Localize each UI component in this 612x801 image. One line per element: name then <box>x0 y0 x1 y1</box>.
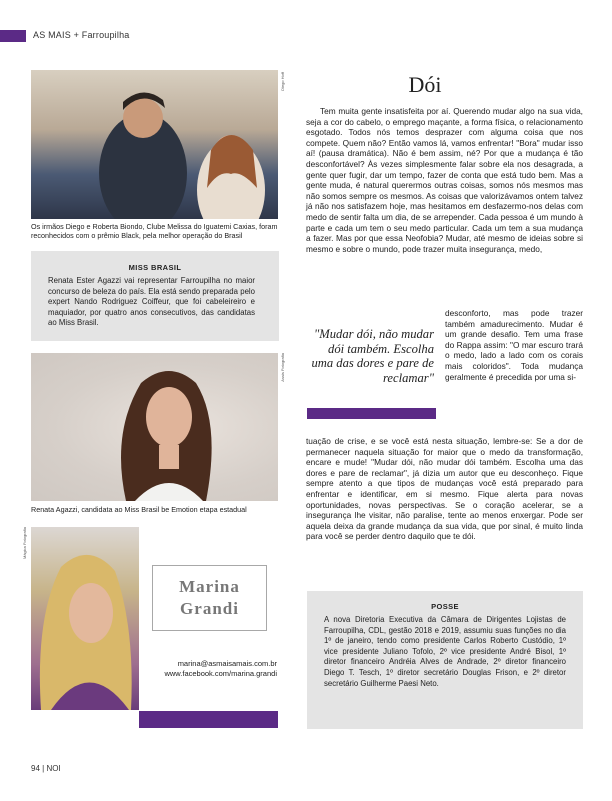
article-title: Dói <box>408 72 442 97</box>
photo-people-illustration <box>31 70 278 219</box>
photo-portrait-illustration <box>31 353 278 501</box>
author-first-name: Marina <box>179 577 240 596</box>
photo1-caption: Os irmãos Diego e Roberta Biondo, Clube Melissa do Iguatemi Caxias, foram reconhecidos com o prêmio Black, pela melhor operação do Brasil <box>31 222 278 240</box>
pull-quote-bar <box>307 408 436 419</box>
photo-biondo-siblings <box>31 70 278 219</box>
photo-renata-agazzi <box>31 353 278 501</box>
pull-quote: "Mudar dói, não mudar dói também. Escolha uma das dores e pare de reclamar" <box>311 327 434 385</box>
article-text-part1: Tem muita gente insatisfeita por aí. Querendo mudar algo na sua vida, seja a cor do cabelo, o emprego maçante, a forma física, o relacionamento esgotado. Todos nós temos desprazer com alguma coisa que nos compete. Quem não? Então vamos lá, vamos enfrentar! "Bora" mudar isso aí! (pausa dramática). Não é bem assim, né? Por que a mudança é tão desconfortável? Às vezes simplesmente falar sobre ela nos desagrada, a gente quer fugir, dar um tempo, fazer de conta que está tudo bem. Mas a gente muda, é natural querermos outras coisas, somos nós mesmos mas não somos sempre os mesmos. As coisas que valorizávamos ontem talvez já não nos satisfazem hoje, mas hesitamos em desfazermo-nos delas com medo de sentir falta um dia, de se arrepender. Cada pessoa é um mundo à parte e cada um tem o seu medo particular. Cada um tem a sua mudança a fazer. Mas por que essa Neofobia? Mudar, até mesmo de ideias sobre si mesmo e sobre o mundo, pode trazer muita insegurança, medo, <box>306 106 583 254</box>
photo-author-marina <box>31 527 139 710</box>
photo2-credit: Assis Fotografia <box>280 353 285 382</box>
posse-text: A nova Diretoria Executiva da Câmara de Dirigentes Lojistas de Farroupilha, CDL, gestão 2018 e 2019, assumiu suas funções no dia 1º de janeiro, tendo como presidente Carlos Roberto Custódio, 1º vice presidente Juliano Tofolo, 2º vice presidente André Bisol, 1º diretor financeiro Andréia Alves de Andrade, 2º diretor financeiro Diego T. Tesch, 1º diretor secretário Douglas Frison, e 2º diretor secretário Guilherme Paesi Neto. <box>324 615 566 688</box>
miss-brasil-title: MISS BRASIL <box>128 263 182 272</box>
posse-box <box>307 591 583 729</box>
footer-separator: | <box>42 764 45 773</box>
article-text-part2: desconforto, mas pode trazer também amadurecimento. Mudar é um grande desafio. Tem uma frase do Rappa assim: "O mar escuro trará o medo, lado a lado com os corais mais coloridos". Toda mudança geralmente é precedida por uma si- <box>445 308 583 382</box>
photo3-credit: Mágica Fotografia <box>22 527 27 560</box>
miss-brasil-box <box>31 251 279 341</box>
magazine-name: NOI <box>46 764 61 773</box>
photo-author-illustration <box>31 527 139 710</box>
posse-title: POSSE <box>431 602 459 611</box>
author-contact <box>140 659 277 678</box>
article-text-part3: tuação de crise, e se você está nesta situação, lembre-se: Se a dor de permanecer naquela situação for maior que o medo da transformação, encare e mude! "Mudar dói, não mudar dói também. Escolha uma das dores e pare de reclamar", já dizia um autor que eu desconheço. Fique sempre atento a que tipos de mudanças você está preparado para enfrentar e identificar, em si mesmo. Fique alerta para novas oportunidades, novas perspectivas. Se o coração acelerar, se a insegurança lhe visitar, não paralise, tente ao menos enxergar. Pode ser aquela deixa da grande mudança da sua vida, que por sinal, é muito linda para você se perder dentro daquilo que te dói. <box>306 436 583 542</box>
miss-brasil-text: Renata Ester Agazzi vai representar Farroupilha no maior concurso de beleza do país. Ela está sendo preparada pelo expert Nando Rodriguez Coiffeur, que foi cabeleireiro e maquiador, por quatro anos consecutivos, das candidatas ao Miss Brasil. <box>48 276 255 328</box>
page-number: 94 <box>31 764 40 773</box>
author-color-bar <box>139 711 278 728</box>
author-email-link[interactable]: marina@asmaisamais.com.br <box>177 659 277 668</box>
author-last-name: Grandi <box>180 599 239 618</box>
section-color-bar <box>0 30 26 42</box>
section-title: AS MAIS + Farroupilha <box>33 30 130 40</box>
author-facebook-link[interactable]: www.facebook.com/marina.grandi <box>164 668 277 678</box>
page-footer <box>31 764 61 773</box>
photo1-credit: Diego Hoff <box>280 72 285 91</box>
photo2-caption: Renata Agazzi, candidata ao Miss Brasil be Emotion etapa estadual <box>31 505 247 514</box>
author-name-box <box>152 565 267 631</box>
